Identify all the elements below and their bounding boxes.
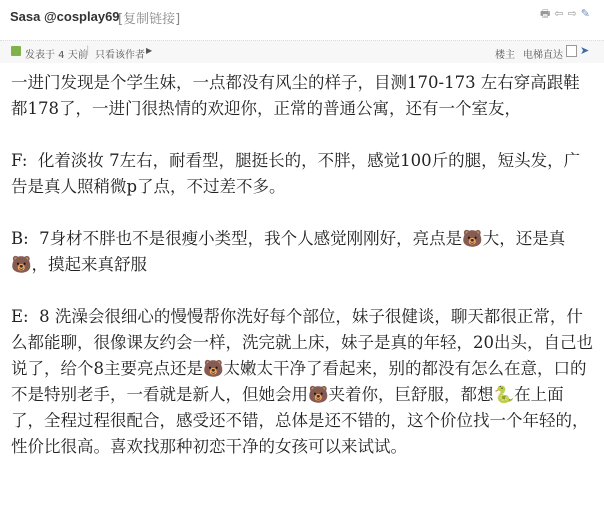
header-toolbar xyxy=(540,7,590,21)
only-author-link[interactable]: 只看该作者 xyxy=(95,50,145,61)
copy-link-button[interactable]: [复制链接] xyxy=(118,12,181,27)
floor-label: 楼主 xyxy=(495,50,515,61)
paragraph: B: 7身材不胖也不是很瘦小类型，我个人感觉刚刚好，亮点是🐻大，还是真🐻，摸起来真舒服 xyxy=(11,229,566,274)
post-info-bar xyxy=(0,40,604,63)
jump-go-icon[interactable]: ➤ xyxy=(580,44,590,57)
paragraph: F: 化着淡妆 7左右，耐看型，腿挺长的，不胖，感觉100斤的腿，短头发，广告是真人照稍微p了点，不过差不多。 xyxy=(11,151,581,196)
next-arrow-icon[interactable]: ⇨ xyxy=(567,7,577,20)
print-icon[interactable]: 🖶 xyxy=(539,7,551,20)
prev-arrow-icon[interactable]: ⇦ xyxy=(554,7,564,20)
author-name[interactable]: Sasa @cosplay69 xyxy=(10,9,120,24)
triangle-right-icon: ▶ xyxy=(146,46,153,55)
paragraph: E: 8 洗澡会很细心的慢慢帮你洗好每个部位，妹子很健谈，聊天都很正常，什么都能聊，很像课友约会一样，洗完就上床，妹子是真的年轻，20出头，自己也说了，给个8主要亮点还是🐻太嫩太干净了看起来，别的都没有怎么在意，口的不是特别老手，一看就是新人，但她会用🐻夹着你，巨舒服，都想🐍在上面了，全程过程很配合，感受还不错，总体是还不错的，这个价位找一个年轻的，性价比很高。喜欢找那种初恋干净的女孩可以来试试。 xyxy=(11,307,593,456)
post-header xyxy=(0,0,604,34)
separator: | xyxy=(86,45,90,56)
post-time: 发表于 4 天前 xyxy=(25,50,88,61)
jump-floor-input[interactable] xyxy=(566,45,577,57)
jump-floor-label: 电梯直达 xyxy=(523,50,563,61)
paragraph: 一进门发现是个学生妹，一点都没有风尘的样子，目测170-173 左右穿高跟鞋都178了，一进门很热情的欢迎你，正常的普通公寓，还有一个室友， xyxy=(11,73,580,118)
post-content xyxy=(11,70,596,486)
edit-icon[interactable]: ✎ xyxy=(580,7,590,20)
online-status-icon xyxy=(11,46,21,56)
